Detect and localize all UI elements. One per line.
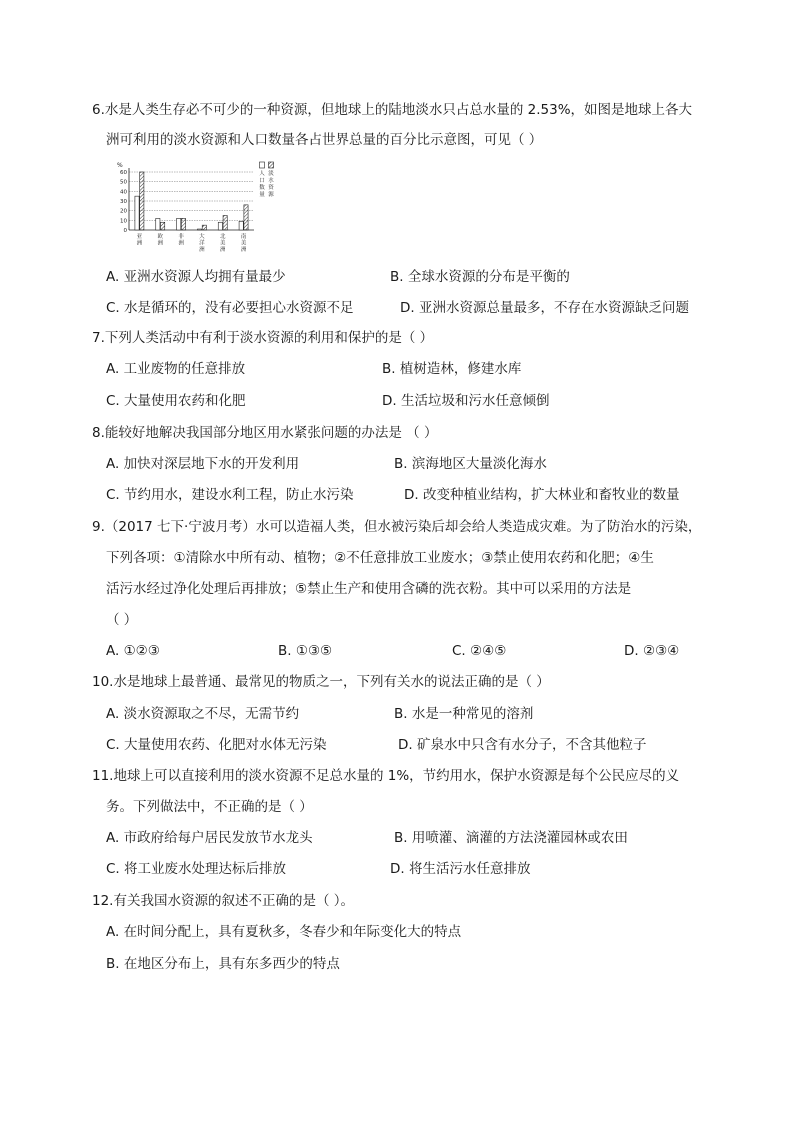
chart-y-tick-label: 0 [123,228,127,234]
q12-option-b[interactable]: B. 在地区分布上，具有东多西少的特点 [106,956,340,972]
chart-bar-freshwater [223,216,227,231]
chart-legend-swatch-freshwater [269,162,274,168]
chart-legend-label-freshwater: 水 [268,178,274,184]
chart-bar-population [156,218,160,230]
q9-option-a[interactable]: A. ①②③ [106,643,160,659]
chart-y-tick-label: 20 [120,208,127,215]
chart-legend-label-population: 口 [259,178,265,184]
q11-stem-line1: 11.地球上可以直接利用的淡水资源不足总水量的 1%，节约用水，保护水资源是每个公民应尽的义 [92,768,680,784]
q9-stem-line1: 9.（2017 七下·宁波月考）水可以造福人类，但水被污染后却会给人类造成灾难。为了防治水的污染， [92,519,702,535]
chart-bar-freshwater [161,222,165,230]
q8-option-a[interactable]: A. 加快对深层地下水的开发利用 [106,456,300,472]
q10-option-a[interactable]: A. 淡水资源取之不尽，无需节约 [106,706,300,722]
q6-option-a[interactable]: A. 亚洲水资源人均拥有量最少 [106,269,286,285]
q10-option-c[interactable]: C. 大量使用农药、化肥对水体无污染 [106,737,327,753]
chart-x-tick-label: 洲 [199,247,205,253]
chart-y-tick-label: 30 [120,199,127,205]
q11-option-b[interactable]: B. 用喷灌、滴灌的方法浇灌园林或农田 [394,830,628,846]
chart-legend-label-population: 人 [259,171,265,177]
q6-stem-line2: 洲可利用的淡水资源和人口数量各占世界总量的百分比示意图，可见（ ） [106,132,543,148]
chart-legend-label-freshwater: 源 [268,192,274,198]
chart-bar-freshwater [202,225,206,230]
chart-x-tick-label: 北 [219,234,226,240]
q6-bar-chart [112,158,288,260]
chart-x-tick-label: 南 [240,234,247,240]
q11-stem-line2: 务。下列做法中，不正确的是（ ） [106,799,313,815]
q6-option-b[interactable]: B. 全球水资源的分布是平衡的 [390,269,570,285]
chart-x-tick-label: 洋 [199,240,205,247]
q11-option-c[interactable]: C. 将工业废水处理达标后排放 [106,861,287,877]
q8-stem: 8.能较好地解决我国部分地区用水紧张问题的办法是 （ ） [92,425,438,441]
chart-legend-label-population: 量 [259,192,265,198]
chart-x-tick-label: 美 [240,240,247,247]
q7-option-c[interactable]: C. 大量使用农药和化肥 [106,393,246,409]
chart-x-tick-label: 亚 [136,234,143,240]
q6-stem-line1: 6.水是人类生存必不可少的一种资源，但地球上的陆地淡水只占总水量的 2.53%，如图是地球上各大 [92,102,693,118]
q12-option-a[interactable]: A. 在时间分配上，具有夏秋多，冬春少和年际变化大的特点 [106,924,462,940]
q8-option-b[interactable]: B. 滨海地区大量淡化海水 [394,456,547,472]
q7-option-d[interactable]: D. 生活垃圾和污水任意倾倒 [382,393,550,409]
chart-x-tick-label: 洲 [219,247,226,253]
chart-bar-freshwater [244,205,248,230]
chart-bar-population [218,222,222,230]
q11-option-d[interactable]: D. 将生活污水任意排放 [390,861,531,877]
q9-stem-line2: 下列各项：①清除水中所有动、植物；②不任意排放工业废水；③禁止使用农药和化肥；④生 [106,550,654,566]
q9-stem-line3: 活污水经过净化处理后再排放；⑤禁止生产和使用含磷的洗衣粉。其中可以采用的方法是 [106,581,632,597]
chart-bar-population [177,218,181,230]
q6-option-c[interactable]: C. 水是循环的，没有必要担心水资源不足 [106,300,354,316]
chart-svg [112,158,288,260]
q9-option-d[interactable]: D. ②③④ [624,643,680,659]
chart-y-tick-label: 60 [120,170,127,176]
chart-y-tick-label: 10 [120,218,127,225]
q9-option-c[interactable]: C. ②④⑤ [452,643,507,659]
chart-x-tick-label: 大 [199,234,205,240]
q7-option-b[interactable]: B. 植树造林，修建水库 [382,361,522,377]
chart-x-tick-label: 洲 [240,247,247,253]
chart-x-tick-label: 非 [178,234,184,240]
q12-stem: 12.有关我国水资源的叙述不正确的是（ ）。 [92,893,355,909]
q7-option-a[interactable]: A. 工业废物的任意排放 [106,361,246,377]
chart-x-tick-label: 洲 [157,240,164,247]
q6-option-d[interactable]: D. 亚洲水资源总量最多，不存在水资源缺乏问题 [400,300,689,316]
chart-bar-freshwater [181,218,185,230]
chart-x-tick-label: 美 [219,240,226,247]
chart-bar-freshwater [140,172,144,230]
chart-bar-population [135,196,139,230]
q7-stem: 7.下列人类活动中有利于淡水资源的利用和保护的是（ ） [92,330,434,346]
chart-x-tick-label: 欧 [157,234,164,240]
chart-legend-label-population: 数 [259,185,265,191]
q9-stem-line4: （ ） [106,612,138,628]
q10-option-d[interactable]: D. 矿泉水中只含有水分子，不含其他粒子 [398,737,647,753]
chart-x-tick-label: 洲 [136,240,143,247]
chart-legend-swatch-population [260,162,265,168]
chart-x-tick-label: 洲 [178,240,184,247]
chart-legend-label-freshwater: 资 [268,185,274,191]
chart-bar-population [239,221,243,230]
chart-y-tick-label: 40 [120,189,127,196]
q10-option-b[interactable]: B. 水是一种常见的溶剂 [394,706,534,722]
q8-option-d[interactable]: D. 改变种植业结构，扩大林业和畜牧业的数量 [404,487,680,503]
chart-y-tick-label: 50 [120,179,127,186]
q10-stem: 10.水是地球上最普通、最常见的物质之一，下列有关水的说法正确的是（ ） [92,674,550,690]
chart-bar-population [197,229,201,230]
chart-legend-label-freshwater: 淡 [268,171,274,177]
q9-option-b[interactable]: B. ①③⑤ [278,643,333,659]
q8-option-c[interactable]: C. 节约用水，建设水利工程，防止水污染 [106,487,354,503]
chart-y-unit-label: % [117,162,123,169]
q11-option-a[interactable]: A. 市政府给每户居民发放节水龙头 [106,830,313,846]
